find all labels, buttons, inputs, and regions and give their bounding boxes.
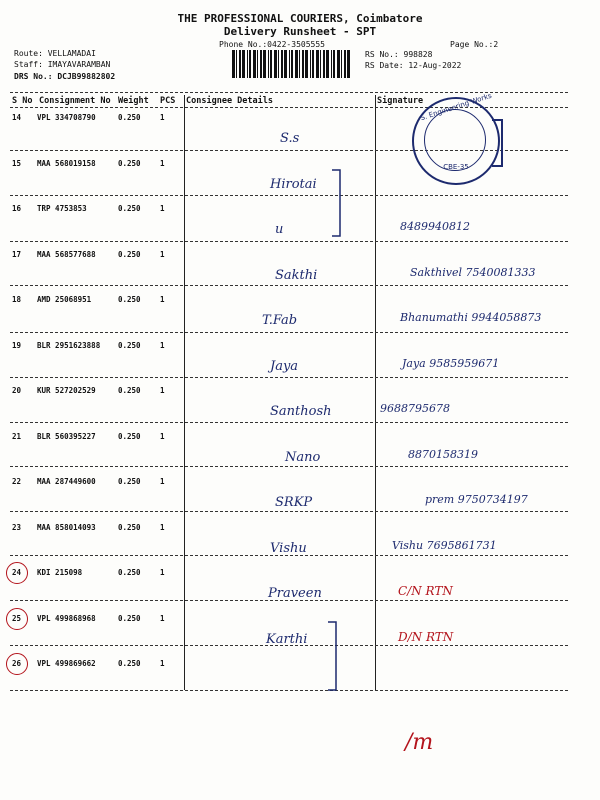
barcode-bar (274, 50, 277, 78)
row-weight: 0.250 (118, 158, 141, 168)
row-divider (10, 285, 568, 286)
row-sno: 22 (12, 477, 22, 486)
row-sno: 24 (12, 568, 22, 577)
signature-handwritten: D/N RTN (398, 629, 454, 644)
stamp-bracket (490, 118, 504, 168)
row-weight: 0.250 (118, 340, 141, 350)
consignee-handwritten-name: S.s (280, 131, 300, 146)
col-sno: S No (12, 96, 33, 106)
rs-number: RS No.: 998828 (365, 50, 433, 59)
row-sno: 19 (12, 340, 22, 350)
barcode-bar (331, 50, 332, 78)
barcode-bar (236, 50, 237, 78)
consignee-handwritten-name: Nano (285, 449, 321, 465)
row-divider (10, 555, 568, 556)
row-weight: 0.250 (118, 613, 141, 623)
signature-handwritten: Jaya 9585959671 (402, 356, 500, 370)
barcode-bar (257, 50, 258, 78)
row-pcs: 1 (160, 204, 165, 213)
consignee-handwritten-name: T.Fab (262, 313, 298, 328)
barcode-bar (253, 50, 256, 78)
row-consignment-no: KUR 527202529 (37, 386, 96, 395)
rs-date: RS Date: 12-Aug-2022 (365, 61, 462, 70)
barcode-bar (320, 50, 321, 78)
row-consignment-no: VPL 499869662 (37, 659, 96, 668)
row-divider (10, 645, 568, 646)
consignee-handwritten-name: u (275, 222, 284, 237)
row-pcs: 1 (160, 431, 165, 441)
row-weight: 0.250 (118, 522, 141, 532)
row-pcs: 1 (160, 568, 165, 577)
row-divider (10, 511, 568, 512)
barcode-bar (341, 50, 342, 78)
barcode-bar (299, 50, 300, 78)
row-consignment-no: MAA 858014093 (37, 522, 96, 532)
row-divider (10, 195, 568, 196)
row-weight: 0.250 (118, 659, 141, 668)
phone-number: Phone No.:0422-3505555 (219, 40, 325, 49)
row-consignment-no: MAA 568577688 (37, 249, 96, 259)
row-sno: 18 (12, 295, 22, 304)
col-consignment: Consignment No (39, 96, 111, 106)
row-weight: 0.250 (118, 386, 141, 395)
row-weight: 0.250 (118, 113, 141, 122)
row-divider (10, 466, 568, 467)
row-consignment-no: TRP 4753853 (37, 204, 87, 213)
barcode-bar (333, 50, 335, 78)
bracket-mark (330, 168, 344, 238)
row-pcs: 1 (160, 477, 165, 486)
row-sno: 15 (12, 158, 22, 168)
consignee-handwritten-name: Sakthi (275, 267, 318, 283)
barcode-bar (270, 50, 272, 78)
row-divider (10, 377, 568, 378)
row-consignment-no: MAA 568019158 (37, 158, 96, 168)
barcode-bar (347, 50, 350, 78)
row-sno: 14 (12, 113, 22, 122)
signature-handwritten: Sakthivel 7540081333 (410, 265, 536, 279)
row-consignment-no: MAA 287449600 (37, 477, 96, 486)
signature-handwritten: 8489940812 (400, 220, 470, 233)
row-pcs: 1 (160, 659, 165, 668)
barcode-bar (295, 50, 298, 78)
row-divider (10, 332, 568, 333)
consignee-handwritten-name: Vishu (270, 540, 307, 556)
barcode-bar (260, 50, 262, 78)
row-consignment-no: BLR 2951623888 (37, 340, 101, 350)
signature-handwritten: prem 9750734197 (425, 493, 528, 506)
row-weight: 0.250 (118, 431, 141, 441)
row-sno: 25 (12, 613, 22, 623)
barcode-bar (326, 50, 329, 78)
barcode-bar (239, 50, 241, 78)
signature-handwritten: 8870158319 (408, 447, 478, 461)
row-weight: 0.250 (118, 249, 141, 259)
row-consignment-no: VPL 499868968 (37, 613, 96, 623)
stamp-text: S. Engineering Works (419, 91, 493, 123)
barcode-bar (247, 50, 248, 78)
barcode-bar (323, 50, 325, 78)
barcode-bar (337, 50, 340, 78)
barcode-bar (278, 50, 279, 78)
row-weight: 0.250 (118, 295, 141, 304)
row-consignment-no: AMD 25068951 (37, 295, 92, 304)
row-sno: 20 (12, 386, 22, 395)
barcode-bar (305, 50, 308, 78)
route: Route: VELLAMADAI (14, 49, 96, 58)
stamp-code: CBE-35 (443, 163, 469, 171)
barcode-bar (312, 50, 314, 78)
consignee-handwritten-name: SRKP (275, 495, 313, 510)
consignee-handwritten-name: Praveen (268, 586, 322, 601)
row-pcs: 1 (160, 386, 165, 395)
company-stamp (412, 91, 500, 185)
barcode-bar (284, 50, 287, 78)
col-weight: Weight (118, 96, 149, 106)
barcode-bar (316, 50, 319, 78)
row-consignment-no: VPL 334708790 (37, 113, 96, 122)
row-pcs: 1 (160, 613, 165, 623)
barcode-bar (310, 50, 311, 78)
barcode-bar (289, 50, 290, 78)
row-pcs: 1 (160, 340, 165, 350)
row-divider (10, 422, 568, 423)
barcode-bar (281, 50, 283, 78)
bracket-mark (326, 620, 340, 692)
barcode-bar (302, 50, 304, 78)
consignee-handwritten-name: Santhosh (270, 404, 332, 419)
row-pcs: 1 (160, 113, 165, 122)
row-pcs: 1 (160, 295, 165, 304)
red-circle-mark (6, 562, 28, 584)
row-sno: 16 (12, 204, 22, 213)
signature-handwritten: Vishu 7695861731 (392, 538, 497, 552)
row-sno: 26 (12, 659, 22, 668)
consignee-handwritten-name: Karthi (266, 631, 308, 647)
row-sno: 23 (12, 522, 22, 532)
barcode-bar (344, 50, 346, 78)
page-number: Page No.:2 (450, 40, 499, 49)
row-weight: 0.250 (118, 568, 141, 577)
row-sno: 17 (12, 249, 22, 259)
row-sno: 21 (12, 431, 22, 441)
row-divider (10, 690, 568, 691)
row-divider (10, 600, 568, 601)
consignee-handwritten-name: Hirotai (270, 176, 317, 192)
barcode-bar (263, 50, 266, 78)
red-circle-mark (6, 608, 28, 630)
col-pcs: PCS (160, 96, 176, 106)
barcode (232, 50, 352, 78)
row-pcs: 1 (160, 158, 165, 168)
col-consignee: Consignee Details (186, 96, 273, 106)
document-subtitle: Delivery Runsheet - SPT (223, 25, 377, 38)
row-consignment-no: KDI 215098 (37, 568, 83, 577)
barcode-bar (268, 50, 269, 78)
barcode-bar (232, 50, 235, 78)
staff: Staff: IMAYAVARAMBAN (14, 60, 111, 69)
drs-number: DRS No.: DCJB99882802 (14, 72, 116, 81)
footer-mark: /m (405, 730, 434, 755)
barcode-bar (291, 50, 293, 78)
row-pcs: 1 (160, 522, 165, 532)
consignee-handwritten-name: Jaya (270, 358, 299, 374)
barcode-bar (249, 50, 251, 78)
barcode-bar (242, 50, 245, 78)
signature-handwritten: Bhanumathi 9944058873 (400, 311, 542, 324)
red-circle-mark (6, 653, 28, 675)
col-signature: Signature (377, 96, 424, 106)
document-title: THE PROFESSIONAL COURIERS, Coimbatore (177, 12, 423, 25)
row-pcs: 1 (160, 249, 165, 259)
row-weight: 0.250 (118, 477, 141, 486)
signature-handwritten: 9688795678 (380, 402, 450, 415)
signature-handwritten: C/N RTN (398, 584, 453, 598)
row-divider (10, 241, 568, 242)
row-weight: 0.250 (118, 204, 141, 213)
row-consignment-no: BLR 560395227 (37, 431, 96, 441)
